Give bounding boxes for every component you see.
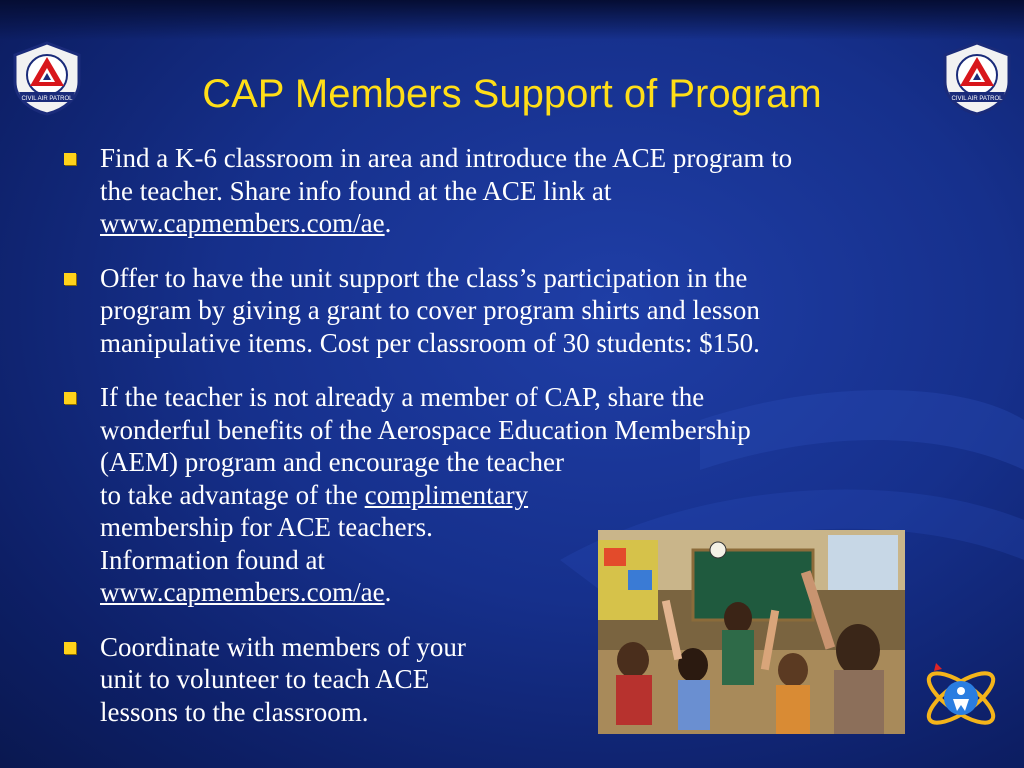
capmembers-link-1[interactable]: www.capmembers.com/ae xyxy=(100,208,385,238)
capmembers-link-2[interactable]: www.capmembers.com/ae xyxy=(100,577,385,607)
bullet-1-period: . xyxy=(384,208,392,238)
bullet-square-icon xyxy=(64,153,76,165)
complimentary-text: complimentary xyxy=(364,479,529,510)
logo-text-left: CIVIL AIR PATROL xyxy=(21,96,73,102)
bullet-3-line-4 xyxy=(100,479,972,512)
bullet-2-line-2: program by giving a grant to cover program shirts and lesson xyxy=(100,295,760,325)
bullet-3-line-6: Information found at xyxy=(100,544,325,575)
slide-title: CAP Members Support of Program xyxy=(202,72,822,116)
bullet-2-line-3: manipulative items. Cost per classroom of 30 students: $150. xyxy=(100,327,760,358)
bullet-3-line-3: (AEM) program and encourage the teacher xyxy=(100,447,565,477)
bullet-square-icon xyxy=(64,273,76,285)
bullet-3-line-2: wonderful benefits of the Aerospace Education Membership xyxy=(100,414,751,445)
classroom-photo xyxy=(598,530,905,734)
bullet-1-link-line xyxy=(100,207,972,240)
bullet-square-icon xyxy=(64,392,76,404)
bullet-3-line-4-text: to take advantage of the xyxy=(100,479,365,510)
top-band xyxy=(0,0,1024,40)
bullet-3-line-5: membership for ACE teachers. xyxy=(100,512,433,542)
bullet-4-line-3: lessons to the classroom. xyxy=(100,696,369,727)
bullet-4-line-2: unit to volunteer to teach ACE xyxy=(100,664,430,694)
bullet-square-icon xyxy=(64,642,76,654)
bullet-1-line-1: Find a K-6 classroom in area and introduce the ACE program to xyxy=(100,143,793,173)
bullet-2-line-1: Offer to have the unit support the class’s participation in the xyxy=(100,262,748,293)
bullet-1-line-2: the teacher. Share info found at the ACE link at xyxy=(100,175,612,206)
bullet-3-period: . xyxy=(384,577,392,607)
bullet-3-line-1: If the teacher is not already a member of CAP, share the xyxy=(100,382,705,412)
ace-atom-logo xyxy=(918,655,1004,741)
bullet-item-1 xyxy=(62,142,972,240)
logo-text-right: CIVIL AIR PATROL xyxy=(951,96,1003,102)
bullet-item-2 xyxy=(62,262,972,360)
bullet-4-line-1: Coordinate with members of your xyxy=(100,631,466,662)
